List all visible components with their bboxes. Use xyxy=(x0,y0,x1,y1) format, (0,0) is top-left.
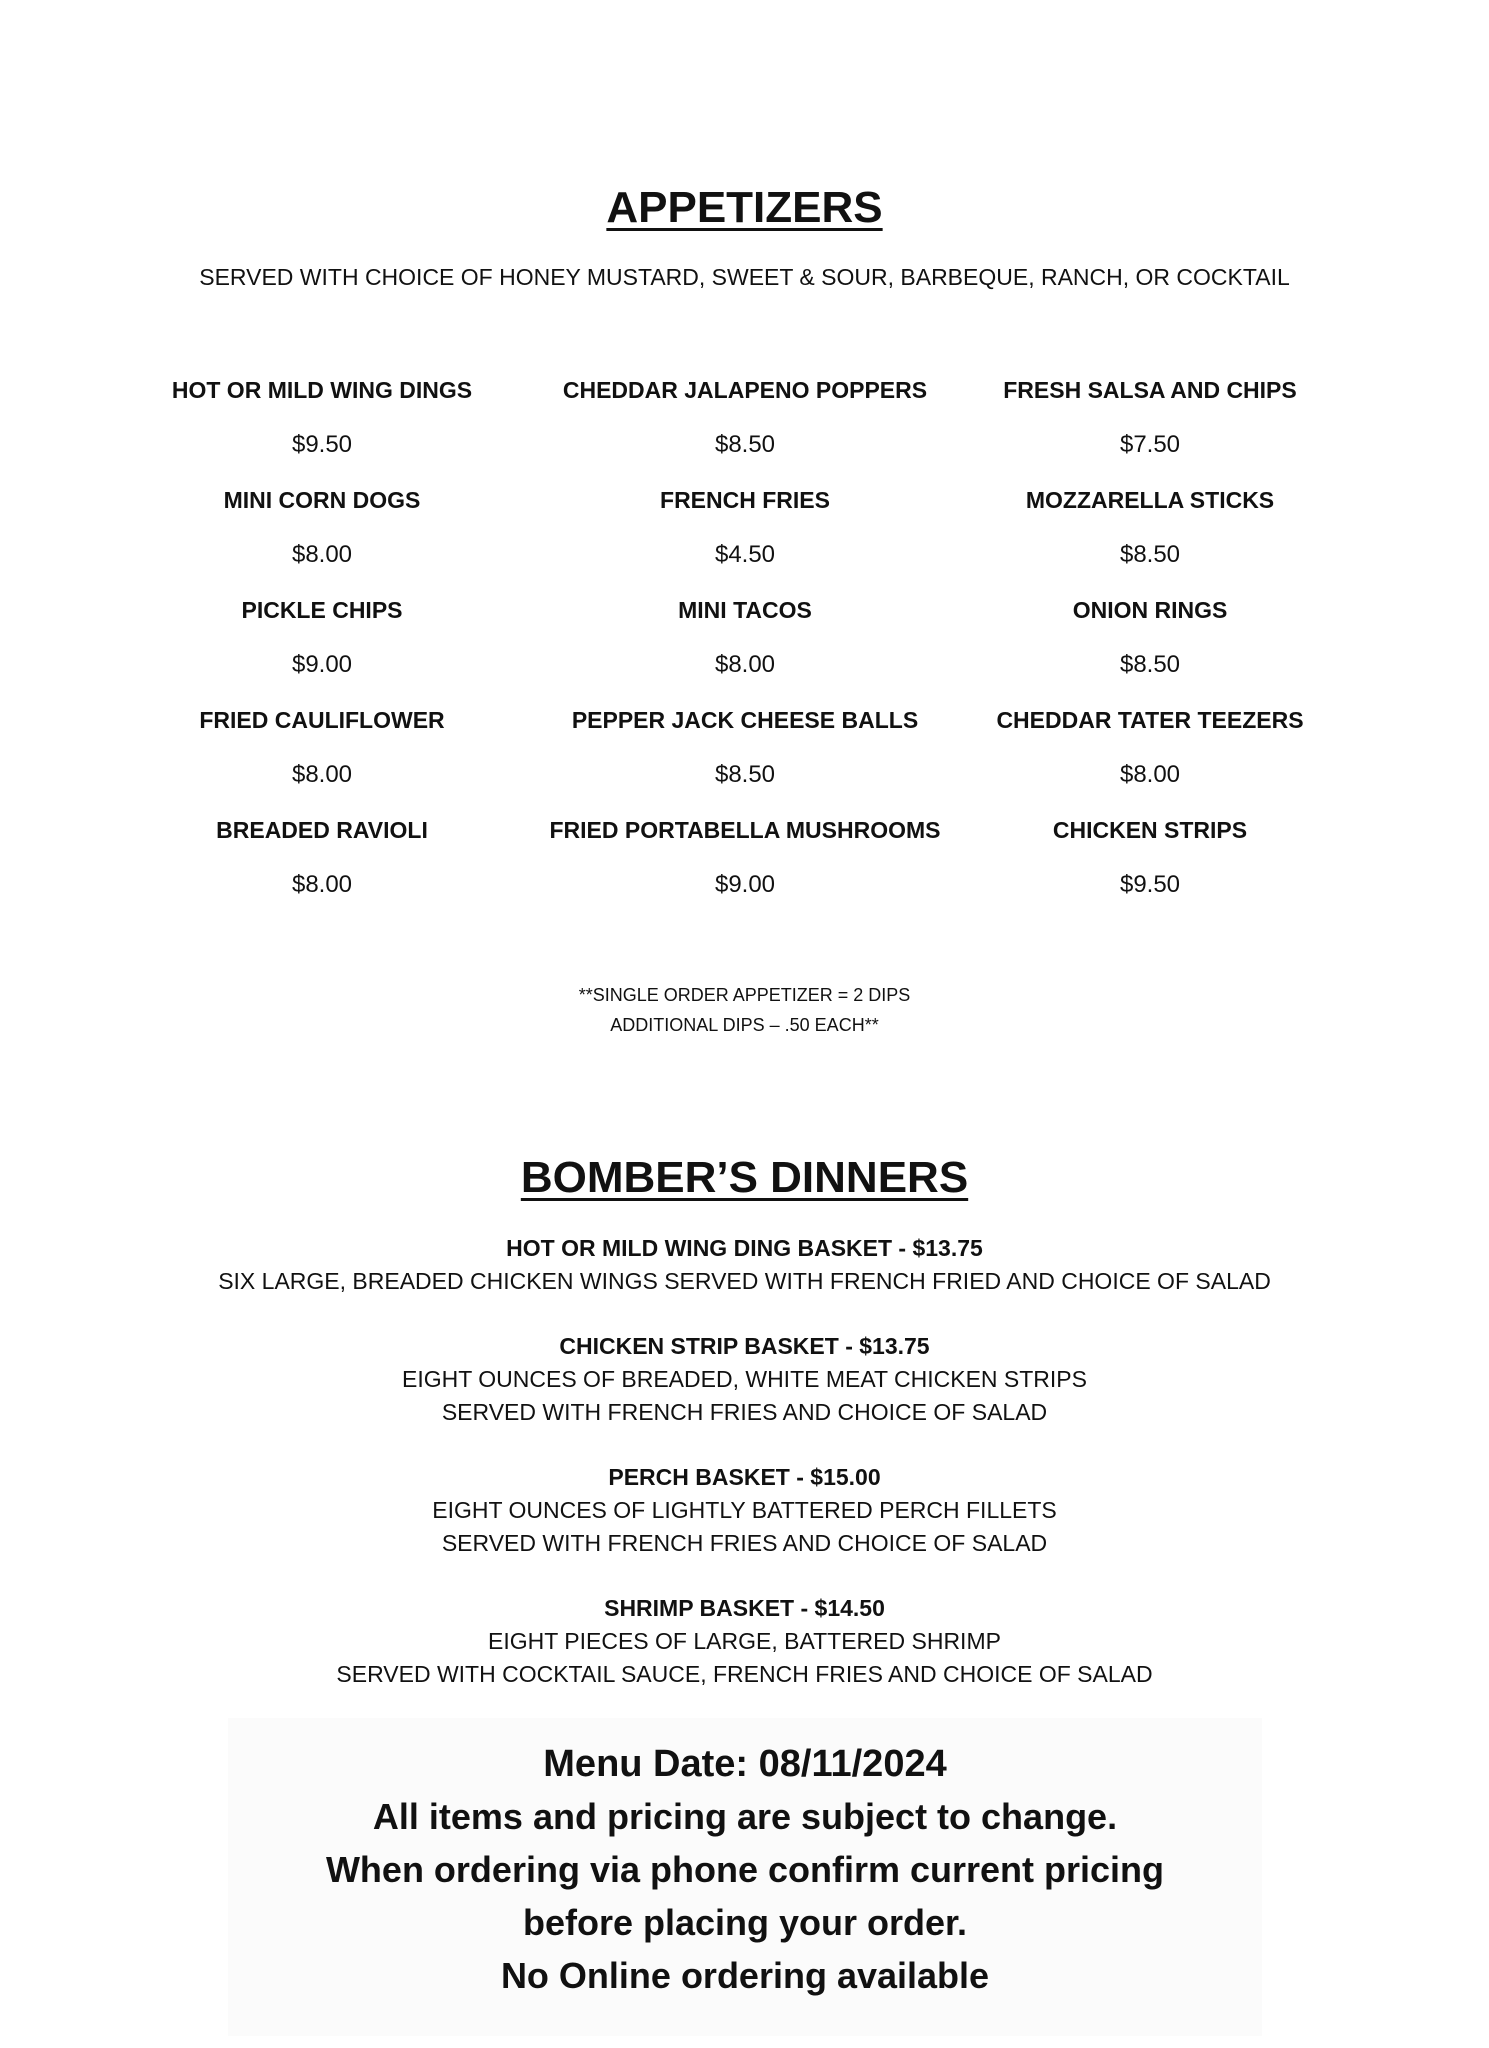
item-name: CHICKEN STRIPS xyxy=(1052,817,1248,843)
dips-note-line-1: **SINGLE ORDER APPETIZER = 2 DIPS xyxy=(578,985,911,1005)
notice-line-2: When ordering via phone confirm current pricing xyxy=(325,1849,1165,1890)
notice-line-1: All items and pricing are subject to change. xyxy=(372,1796,1118,1837)
item-name: MINI TACOS xyxy=(678,597,812,623)
item-name: HOT OR MILD WING DINGS xyxy=(171,377,473,403)
item-name: MINI CORN DOGS xyxy=(223,487,421,513)
dinner-item xyxy=(0,1232,1489,1298)
menu-item xyxy=(535,700,955,810)
item-price: $9.00 xyxy=(714,871,776,898)
menu-item xyxy=(535,810,955,920)
menu-item xyxy=(535,370,955,480)
menu-item xyxy=(535,590,955,700)
appetizers-column-1 xyxy=(112,370,532,920)
dinner-description: EIGHT PIECES OF LARGE, BATTERED SHRIMP xyxy=(488,1628,1001,1654)
dinner-description: SERVED WITH COCKTAIL SAUCE, FRENCH FRIES AND CHOICE OF SALAD xyxy=(336,1661,1153,1687)
dips-note-line-2: ADDITIONAL DIPS – .50 EACH** xyxy=(610,1015,879,1035)
dips-note xyxy=(0,980,1489,1040)
menu-date: Menu Date: 08/11/2024 xyxy=(543,1743,947,1785)
item-name: PEPPER JACK CHEESE BALLS xyxy=(571,707,919,733)
menu-item xyxy=(112,810,532,920)
menu-item xyxy=(940,810,1360,920)
item-name: ONION RINGS xyxy=(1072,597,1228,623)
menu-item xyxy=(940,370,1360,480)
item-name: FRIED CAULIFLOWER xyxy=(199,707,445,733)
menu-item xyxy=(940,700,1360,810)
menu-item xyxy=(940,590,1360,700)
appetizers-column-3 xyxy=(940,370,1360,920)
item-name: BREADED RAVIOLI xyxy=(216,817,428,843)
item-name: FRESH SALSA AND CHIPS xyxy=(1003,377,1297,403)
dinner-description: EIGHT OUNCES OF LIGHTLY BATTERED PERCH FILLETS xyxy=(432,1497,1057,1523)
item-price: $8.00 xyxy=(291,761,353,788)
item-price: $8.50 xyxy=(714,761,776,788)
dinner-item xyxy=(0,1592,1489,1691)
dinner-description: SERVED WITH FRENCH FRIES AND CHOICE OF SALAD xyxy=(441,1530,1048,1556)
pricing-notice xyxy=(228,1718,1262,2036)
notice-line-4: No Online ordering available xyxy=(500,1955,990,1996)
item-price: $8.00 xyxy=(291,871,353,898)
menu-item xyxy=(112,480,532,590)
dinner-name: HOT OR MILD WING DING BASKET - $13.75 xyxy=(506,1235,983,1261)
dinners-list xyxy=(0,1232,1489,1723)
dinners-title: BOMBER’S DINNERS xyxy=(520,1153,969,1202)
item-price: $8.50 xyxy=(714,431,776,458)
item-price: $9.50 xyxy=(1119,871,1181,898)
item-name: CHEDDAR TATER TEEZERS xyxy=(996,707,1304,733)
dinner-description: EIGHT OUNCES OF BREADED, WHITE MEAT CHICKEN STRIPS xyxy=(402,1366,1087,1392)
dinner-name: CHICKEN STRIP BASKET - $13.75 xyxy=(559,1333,930,1359)
item-price: $8.50 xyxy=(1119,651,1181,678)
appetizers-title: APPETIZERS xyxy=(606,183,883,232)
item-name: CHEDDAR JALAPENO POPPERS xyxy=(562,377,928,403)
item-name: PICKLE CHIPS xyxy=(241,597,403,623)
item-price: $8.50 xyxy=(1119,541,1181,568)
item-price: $7.50 xyxy=(1119,431,1181,458)
item-name: MOZZARELLA STICKS xyxy=(1025,487,1275,513)
item-price: $9.00 xyxy=(291,651,353,678)
dinner-item xyxy=(0,1330,1489,1429)
menu-item xyxy=(112,700,532,810)
dinner-item xyxy=(0,1461,1489,1560)
item-price: $4.50 xyxy=(714,541,776,568)
dinner-name: SHRIMP BASKET - $14.50 xyxy=(604,1595,885,1621)
appetizers-column-2 xyxy=(535,370,955,920)
item-price: $8.00 xyxy=(291,541,353,568)
item-price: $9.50 xyxy=(291,431,353,458)
item-name: FRENCH FRIES xyxy=(660,487,830,513)
dinner-description: SIX LARGE, BREADED CHICKEN WINGS SERVED WITH FRENCH FRIED AND CHOICE OF SALAD xyxy=(218,1268,1271,1294)
appetizers-subtitle: SERVED WITH CHOICE OF HONEY MUSTARD, SWEET & SOUR, BARBEQUE, RANCH, OR COCKTAIL xyxy=(199,264,1290,290)
notice-line-3: before placing your order. xyxy=(522,1902,968,1943)
menu-item xyxy=(112,590,532,700)
menu-item xyxy=(940,480,1360,590)
dinner-description: SERVED WITH FRENCH FRIES AND CHOICE OF SALAD xyxy=(441,1399,1048,1425)
menu-item xyxy=(112,370,532,480)
item-price: $8.00 xyxy=(1119,761,1181,788)
menu-item xyxy=(535,480,955,590)
item-price: $8.00 xyxy=(714,651,776,678)
item-name: FRIED PORTABELLA MUSHROOMS xyxy=(549,817,941,843)
dinner-name: PERCH BASKET - $15.00 xyxy=(608,1464,881,1490)
